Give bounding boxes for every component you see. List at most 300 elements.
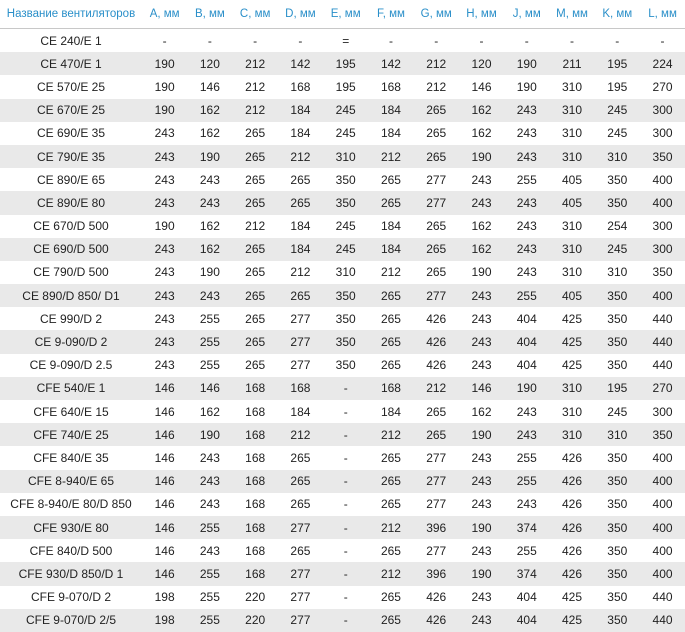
dimension-cell: 184 <box>368 99 413 122</box>
column-header: D, мм <box>278 0 323 29</box>
fan-model-cell: CFE 930/E 80 <box>0 516 142 539</box>
dimension-cell: 350 <box>323 307 368 330</box>
dimension-cell: 146 <box>142 377 187 400</box>
dimension-cell: 162 <box>459 238 504 261</box>
dimension-cell: - <box>323 539 368 562</box>
dimension-cell: 255 <box>504 539 549 562</box>
dimension-cell: 243 <box>142 145 187 168</box>
dimension-cell: 190 <box>459 261 504 284</box>
dimension-cell: 212 <box>233 99 278 122</box>
dimension-cell: 146 <box>187 75 232 98</box>
dimension-cell: 245 <box>323 122 368 145</box>
fan-model-cell: CE 890/E 80 <box>0 191 142 214</box>
fan-model-cell: CFE 640/E 15 <box>0 400 142 423</box>
table-row <box>0 609 685 632</box>
dimension-cell: 426 <box>549 493 594 516</box>
dimension-cell: - <box>595 29 640 53</box>
dimension-cell: 265 <box>278 168 323 191</box>
table-row <box>0 423 685 446</box>
dimension-cell: 162 <box>187 122 232 145</box>
fan-model-cell: CE 790/E 35 <box>0 145 142 168</box>
dimension-cell: 243 <box>504 215 549 238</box>
dimension-cell: 404 <box>504 307 549 330</box>
dimension-cell: 245 <box>595 99 640 122</box>
dimension-cell: 168 <box>233 423 278 446</box>
dimension-cell: 212 <box>278 423 323 446</box>
dimension-cell: 350 <box>323 168 368 191</box>
dimension-cell: 243 <box>459 168 504 191</box>
dimension-cell: 146 <box>142 516 187 539</box>
dimension-cell: 310 <box>549 400 594 423</box>
dimension-cell: 211 <box>549 52 594 75</box>
dimension-cell: 146 <box>142 562 187 585</box>
dimension-cell: 243 <box>142 330 187 353</box>
dimension-cell: 190 <box>504 75 549 98</box>
dimension-cell: 243 <box>504 99 549 122</box>
dimension-cell: 400 <box>640 191 685 214</box>
dimension-cell: 426 <box>414 354 459 377</box>
dimension-cell: 265 <box>368 609 413 632</box>
dimension-cell: 243 <box>187 191 232 214</box>
dimension-cell: 212 <box>414 52 459 75</box>
dimension-cell: 350 <box>595 307 640 330</box>
dimension-cell: 265 <box>233 284 278 307</box>
dimension-cell: 243 <box>504 423 549 446</box>
dimension-cell: 265 <box>368 539 413 562</box>
dimension-cell: 146 <box>142 446 187 469</box>
dimension-cell: 400 <box>640 284 685 307</box>
dimension-cell: 300 <box>640 400 685 423</box>
fan-model-cell: CE 690/D 500 <box>0 238 142 261</box>
dimension-cell: 310 <box>595 261 640 284</box>
fan-model-cell: CE 990/D 2 <box>0 307 142 330</box>
dimension-cell: 168 <box>278 377 323 400</box>
dimension-cell: 350 <box>595 562 640 585</box>
dimension-cell: 162 <box>459 122 504 145</box>
dimension-cell: 162 <box>187 99 232 122</box>
dimension-cell: 265 <box>233 330 278 353</box>
dimension-cell: 255 <box>504 470 549 493</box>
dimension-cell: 195 <box>595 377 640 400</box>
dimension-cell: 310 <box>549 99 594 122</box>
dimension-cell: 265 <box>414 122 459 145</box>
dimension-cell: 168 <box>233 446 278 469</box>
dimension-cell: 243 <box>459 446 504 469</box>
dimension-cell: 310 <box>323 145 368 168</box>
dimension-cell: 400 <box>640 168 685 191</box>
dimension-cell: 168 <box>233 539 278 562</box>
dimension-cell: 224 <box>640 52 685 75</box>
dimension-cell: 162 <box>459 400 504 423</box>
dimension-cell: 245 <box>595 122 640 145</box>
dimension-cell: - <box>142 29 187 53</box>
dimension-cell: 265 <box>233 168 278 191</box>
column-header: A, мм <box>142 0 187 29</box>
dimension-cell: 440 <box>640 330 685 353</box>
column-header: B, мм <box>187 0 232 29</box>
dimension-cell: - <box>323 516 368 539</box>
dimension-cell: 212 <box>233 215 278 238</box>
dimension-cell: 255 <box>187 307 232 330</box>
dimension-cell: 277 <box>414 539 459 562</box>
fan-model-cell: CFE 840/D 500 <box>0 539 142 562</box>
dimension-cell: 310 <box>549 145 594 168</box>
dimension-cell: 265 <box>233 191 278 214</box>
dimension-cell: - <box>504 29 549 53</box>
dimension-cell: 198 <box>142 609 187 632</box>
dimension-cell: 405 <box>549 168 594 191</box>
dimension-cell: - <box>233 29 278 53</box>
dimension-cell: 195 <box>595 52 640 75</box>
dimension-cell: 243 <box>504 261 549 284</box>
dimension-cell: 243 <box>504 122 549 145</box>
dimension-cell: 243 <box>459 307 504 330</box>
dimension-cell: 142 <box>278 52 323 75</box>
dimension-cell: 243 <box>142 354 187 377</box>
dimension-cell: 277 <box>278 562 323 585</box>
table-row <box>0 99 685 122</box>
fan-model-cell: CFE 8-940/E 80/D 850 <box>0 493 142 516</box>
table-row <box>0 307 685 330</box>
dimension-cell: 146 <box>142 423 187 446</box>
dimension-cell: 243 <box>504 191 549 214</box>
dimension-cell: 310 <box>549 377 594 400</box>
dimension-cell: 265 <box>368 470 413 493</box>
table-row <box>0 562 685 585</box>
dimension-cell: 310 <box>549 75 594 98</box>
dimension-cell: 146 <box>142 400 187 423</box>
dimension-cell: 277 <box>278 516 323 539</box>
dimension-cell: - <box>323 586 368 609</box>
dimension-cell: 245 <box>323 215 368 238</box>
dimension-cell: 310 <box>549 122 594 145</box>
dimension-cell: 400 <box>640 446 685 469</box>
dimension-cell: 265 <box>233 145 278 168</box>
dimension-cell: 168 <box>233 562 278 585</box>
dimension-cell: 425 <box>549 586 594 609</box>
table-row <box>0 377 685 400</box>
dimension-cell: 350 <box>595 330 640 353</box>
dimension-cell: 400 <box>640 493 685 516</box>
dimension-cell: 245 <box>323 238 368 261</box>
column-header: M, мм <box>549 0 594 29</box>
dimension-cell: - <box>323 562 368 585</box>
dimension-cell: 277 <box>414 284 459 307</box>
dimension-cell: 243 <box>187 539 232 562</box>
dimension-cell: 212 <box>368 423 413 446</box>
fan-model-cell: CFE 9-070/D 2/5 <box>0 609 142 632</box>
dimension-cell: 265 <box>278 191 323 214</box>
dimension-cell: 142 <box>368 52 413 75</box>
dimension-cell: 212 <box>414 75 459 98</box>
dimension-cell: 270 <box>640 75 685 98</box>
dimension-cell: 440 <box>640 609 685 632</box>
dimension-cell: 146 <box>187 377 232 400</box>
dimension-cell: - <box>323 493 368 516</box>
dimension-cell: 277 <box>414 493 459 516</box>
dimension-cell: 243 <box>459 284 504 307</box>
dimension-cell: 300 <box>640 122 685 145</box>
dimension-cell: - <box>187 29 232 53</box>
dimension-cell: 212 <box>368 145 413 168</box>
fan-model-cell: CE 9-090/D 2.5 <box>0 354 142 377</box>
column-header-name: Название вентиляторов <box>0 0 142 29</box>
dimension-cell: 350 <box>640 261 685 284</box>
dimension-cell: 190 <box>459 145 504 168</box>
dimension-cell: 184 <box>368 400 413 423</box>
dimension-cell: 243 <box>142 307 187 330</box>
table-row <box>0 75 685 98</box>
dimension-cell: 426 <box>549 516 594 539</box>
dimension-cell: 440 <box>640 354 685 377</box>
dimension-cell: 425 <box>549 330 594 353</box>
dimension-cell: 265 <box>233 307 278 330</box>
dimension-cell: 310 <box>549 261 594 284</box>
dimension-cell: 350 <box>323 191 368 214</box>
dimension-cell: 350 <box>595 516 640 539</box>
dimension-cell: 265 <box>233 261 278 284</box>
fan-model-cell: CFE 740/E 25 <box>0 423 142 446</box>
fan-model-cell: CE 470/E 1 <box>0 52 142 75</box>
dimension-cell: 168 <box>278 75 323 98</box>
dimension-cell: 243 <box>142 261 187 284</box>
dimension-cell: 265 <box>368 330 413 353</box>
fan-model-cell: CE 670/D 500 <box>0 215 142 238</box>
dimension-cell: 162 <box>187 215 232 238</box>
dimension-cell: 374 <box>504 562 549 585</box>
dimension-cell: 265 <box>368 307 413 330</box>
dimension-cell: 254 <box>595 215 640 238</box>
dimension-cell: 245 <box>323 99 368 122</box>
dimension-cell: 212 <box>233 52 278 75</box>
dimension-cell: 310 <box>549 215 594 238</box>
dimension-cell: 190 <box>459 562 504 585</box>
dimension-cell: 212 <box>278 261 323 284</box>
dimension-cell: 265 <box>233 354 278 377</box>
dimension-cell: - <box>323 377 368 400</box>
dimension-cell: 220 <box>233 609 278 632</box>
dimension-cell: 146 <box>142 539 187 562</box>
dimension-cell: 404 <box>504 586 549 609</box>
dimension-cell: 405 <box>549 191 594 214</box>
table-row <box>0 122 685 145</box>
dimension-cell: 212 <box>368 516 413 539</box>
dimension-cell: 190 <box>142 75 187 98</box>
dimension-cell: 190 <box>142 99 187 122</box>
dimension-cell: 265 <box>414 238 459 261</box>
dimension-cell: 277 <box>278 354 323 377</box>
dimension-cell: 243 <box>459 470 504 493</box>
dimension-cell: 243 <box>504 400 549 423</box>
dimension-cell: 255 <box>504 446 549 469</box>
table-row <box>0 470 685 493</box>
table-row <box>0 493 685 516</box>
dimension-cell: 277 <box>278 307 323 330</box>
dimension-cell: 277 <box>278 609 323 632</box>
dimension-cell: 350 <box>595 609 640 632</box>
fan-model-cell: CFE 8-940/E 65 <box>0 470 142 493</box>
dimension-cell: 400 <box>640 470 685 493</box>
fan-model-cell: CE 690/E 35 <box>0 122 142 145</box>
dimension-cell: 300 <box>640 215 685 238</box>
dimension-cell: 265 <box>278 470 323 493</box>
dimension-cell: - <box>640 29 685 53</box>
dimension-cell: 255 <box>504 168 549 191</box>
dimension-cell: 277 <box>278 330 323 353</box>
dimension-cell: 146 <box>142 470 187 493</box>
dimension-cell: 168 <box>368 377 413 400</box>
table-row <box>0 539 685 562</box>
dimension-cell: 404 <box>504 354 549 377</box>
dimension-cell: 374 <box>504 516 549 539</box>
dimension-cell: 350 <box>595 284 640 307</box>
dimension-cell: 404 <box>504 330 549 353</box>
dimension-cell: 265 <box>368 354 413 377</box>
dimension-cell: 350 <box>595 168 640 191</box>
dimension-cell: 120 <box>187 52 232 75</box>
column-header: H, мм <box>459 0 504 29</box>
dimension-cell: 243 <box>142 191 187 214</box>
dimension-cell: 396 <box>414 562 459 585</box>
dimension-cell: = <box>323 29 368 53</box>
dimension-cell: 243 <box>142 168 187 191</box>
dimension-cell: 243 <box>459 586 504 609</box>
dimension-cell: 184 <box>278 238 323 261</box>
dimension-cell: 426 <box>549 539 594 562</box>
column-header: E, мм <box>323 0 368 29</box>
dimension-cell: 440 <box>640 586 685 609</box>
table-row <box>0 516 685 539</box>
dimension-cell: 310 <box>549 238 594 261</box>
dimension-cell: 190 <box>187 261 232 284</box>
dimension-cell: 243 <box>459 191 504 214</box>
dimension-cell: 300 <box>640 99 685 122</box>
dimension-cell: 245 <box>595 400 640 423</box>
dimension-cell: 265 <box>414 145 459 168</box>
dimension-cell: 265 <box>278 446 323 469</box>
dimension-cell: 168 <box>233 493 278 516</box>
dimension-cell: - <box>323 446 368 469</box>
dimension-cell: 195 <box>323 75 368 98</box>
dimension-cell: 405 <box>549 284 594 307</box>
dimension-cell: 265 <box>368 168 413 191</box>
dimension-cell: 198 <box>142 586 187 609</box>
dimension-cell: 243 <box>187 493 232 516</box>
dimension-cell: 350 <box>323 330 368 353</box>
dimension-cell: 350 <box>323 284 368 307</box>
fan-model-cell: CFE 540/E 1 <box>0 377 142 400</box>
dimension-cell: 184 <box>278 400 323 423</box>
dimension-cell: 265 <box>414 215 459 238</box>
dimension-cell: 426 <box>549 470 594 493</box>
dimension-cell: 265 <box>278 493 323 516</box>
dimension-cell: 212 <box>368 562 413 585</box>
table-row <box>0 400 685 423</box>
dimension-cell: 255 <box>187 354 232 377</box>
dimension-cell: 120 <box>459 52 504 75</box>
dimension-cell: 212 <box>368 261 413 284</box>
dimension-cell: 162 <box>459 99 504 122</box>
dimension-cell: 277 <box>414 446 459 469</box>
fan-model-cell: CFE 840/E 35 <box>0 446 142 469</box>
dimension-cell: - <box>368 29 413 53</box>
dimension-cell: - <box>323 423 368 446</box>
dimension-cell: 243 <box>187 470 232 493</box>
dimension-cell: - <box>323 609 368 632</box>
dimension-cell: 255 <box>504 284 549 307</box>
dimension-cell: 265 <box>368 284 413 307</box>
table-row <box>0 191 685 214</box>
dimension-cell: 168 <box>233 400 278 423</box>
dimension-cell: 146 <box>459 75 504 98</box>
dimension-cell: 265 <box>278 284 323 307</box>
dimension-cell: 146 <box>459 377 504 400</box>
fan-model-cell: CFE 930/D 850/D 1 <box>0 562 142 585</box>
column-header: C, мм <box>233 0 278 29</box>
fan-model-cell: CE 790/D 500 <box>0 261 142 284</box>
dimension-cell: - <box>323 400 368 423</box>
dimension-cell: 190 <box>187 145 232 168</box>
dimension-cell: 400 <box>640 562 685 585</box>
dimension-cell: 350 <box>595 446 640 469</box>
dimension-cell: 220 <box>233 586 278 609</box>
dimension-cell: 425 <box>549 609 594 632</box>
dimension-cell: 190 <box>504 377 549 400</box>
dimension-cell: 265 <box>368 191 413 214</box>
dimension-cell: 162 <box>187 238 232 261</box>
dimension-cell: 265 <box>368 446 413 469</box>
dimension-cell: 243 <box>142 284 187 307</box>
dimension-cell: 243 <box>459 609 504 632</box>
table-row <box>0 330 685 353</box>
table-row <box>0 29 685 53</box>
dimension-cell: - <box>278 29 323 53</box>
dimension-cell: 270 <box>640 377 685 400</box>
header-row <box>0 0 685 29</box>
dimension-cell: 350 <box>595 191 640 214</box>
dimension-cell: 310 <box>595 423 640 446</box>
table-row <box>0 261 685 284</box>
dimension-cell: 245 <box>595 238 640 261</box>
dimension-cell: 265 <box>414 99 459 122</box>
dimension-cell: - <box>459 29 504 53</box>
table-row <box>0 238 685 261</box>
dimension-cell: 265 <box>278 539 323 562</box>
fan-model-cell: CE 670/E 25 <box>0 99 142 122</box>
dimension-cell: 255 <box>187 586 232 609</box>
dimension-cell: 426 <box>414 330 459 353</box>
dimension-cell: 255 <box>187 562 232 585</box>
dimension-cell: 195 <box>595 75 640 98</box>
fan-model-cell: CE 240/E 1 <box>0 29 142 53</box>
dimension-cell: 190 <box>187 423 232 446</box>
column-header: K, мм <box>595 0 640 29</box>
dimension-cell: 190 <box>142 52 187 75</box>
dimension-cell: 243 <box>504 493 549 516</box>
dimension-cell: 396 <box>414 516 459 539</box>
column-header: G, мм <box>414 0 459 29</box>
dimension-cell: 255 <box>187 516 232 539</box>
dimension-cell: 162 <box>459 215 504 238</box>
fan-model-cell: CE 890/E 65 <box>0 168 142 191</box>
dimension-cell: 404 <box>504 609 549 632</box>
dimension-cell: 265 <box>414 423 459 446</box>
table-body <box>0 29 685 632</box>
table-row <box>0 284 685 307</box>
dimension-cell: - <box>323 470 368 493</box>
dimension-cell: 184 <box>278 122 323 145</box>
fan-model-cell: CE 890/D 850/ D1 <box>0 284 142 307</box>
